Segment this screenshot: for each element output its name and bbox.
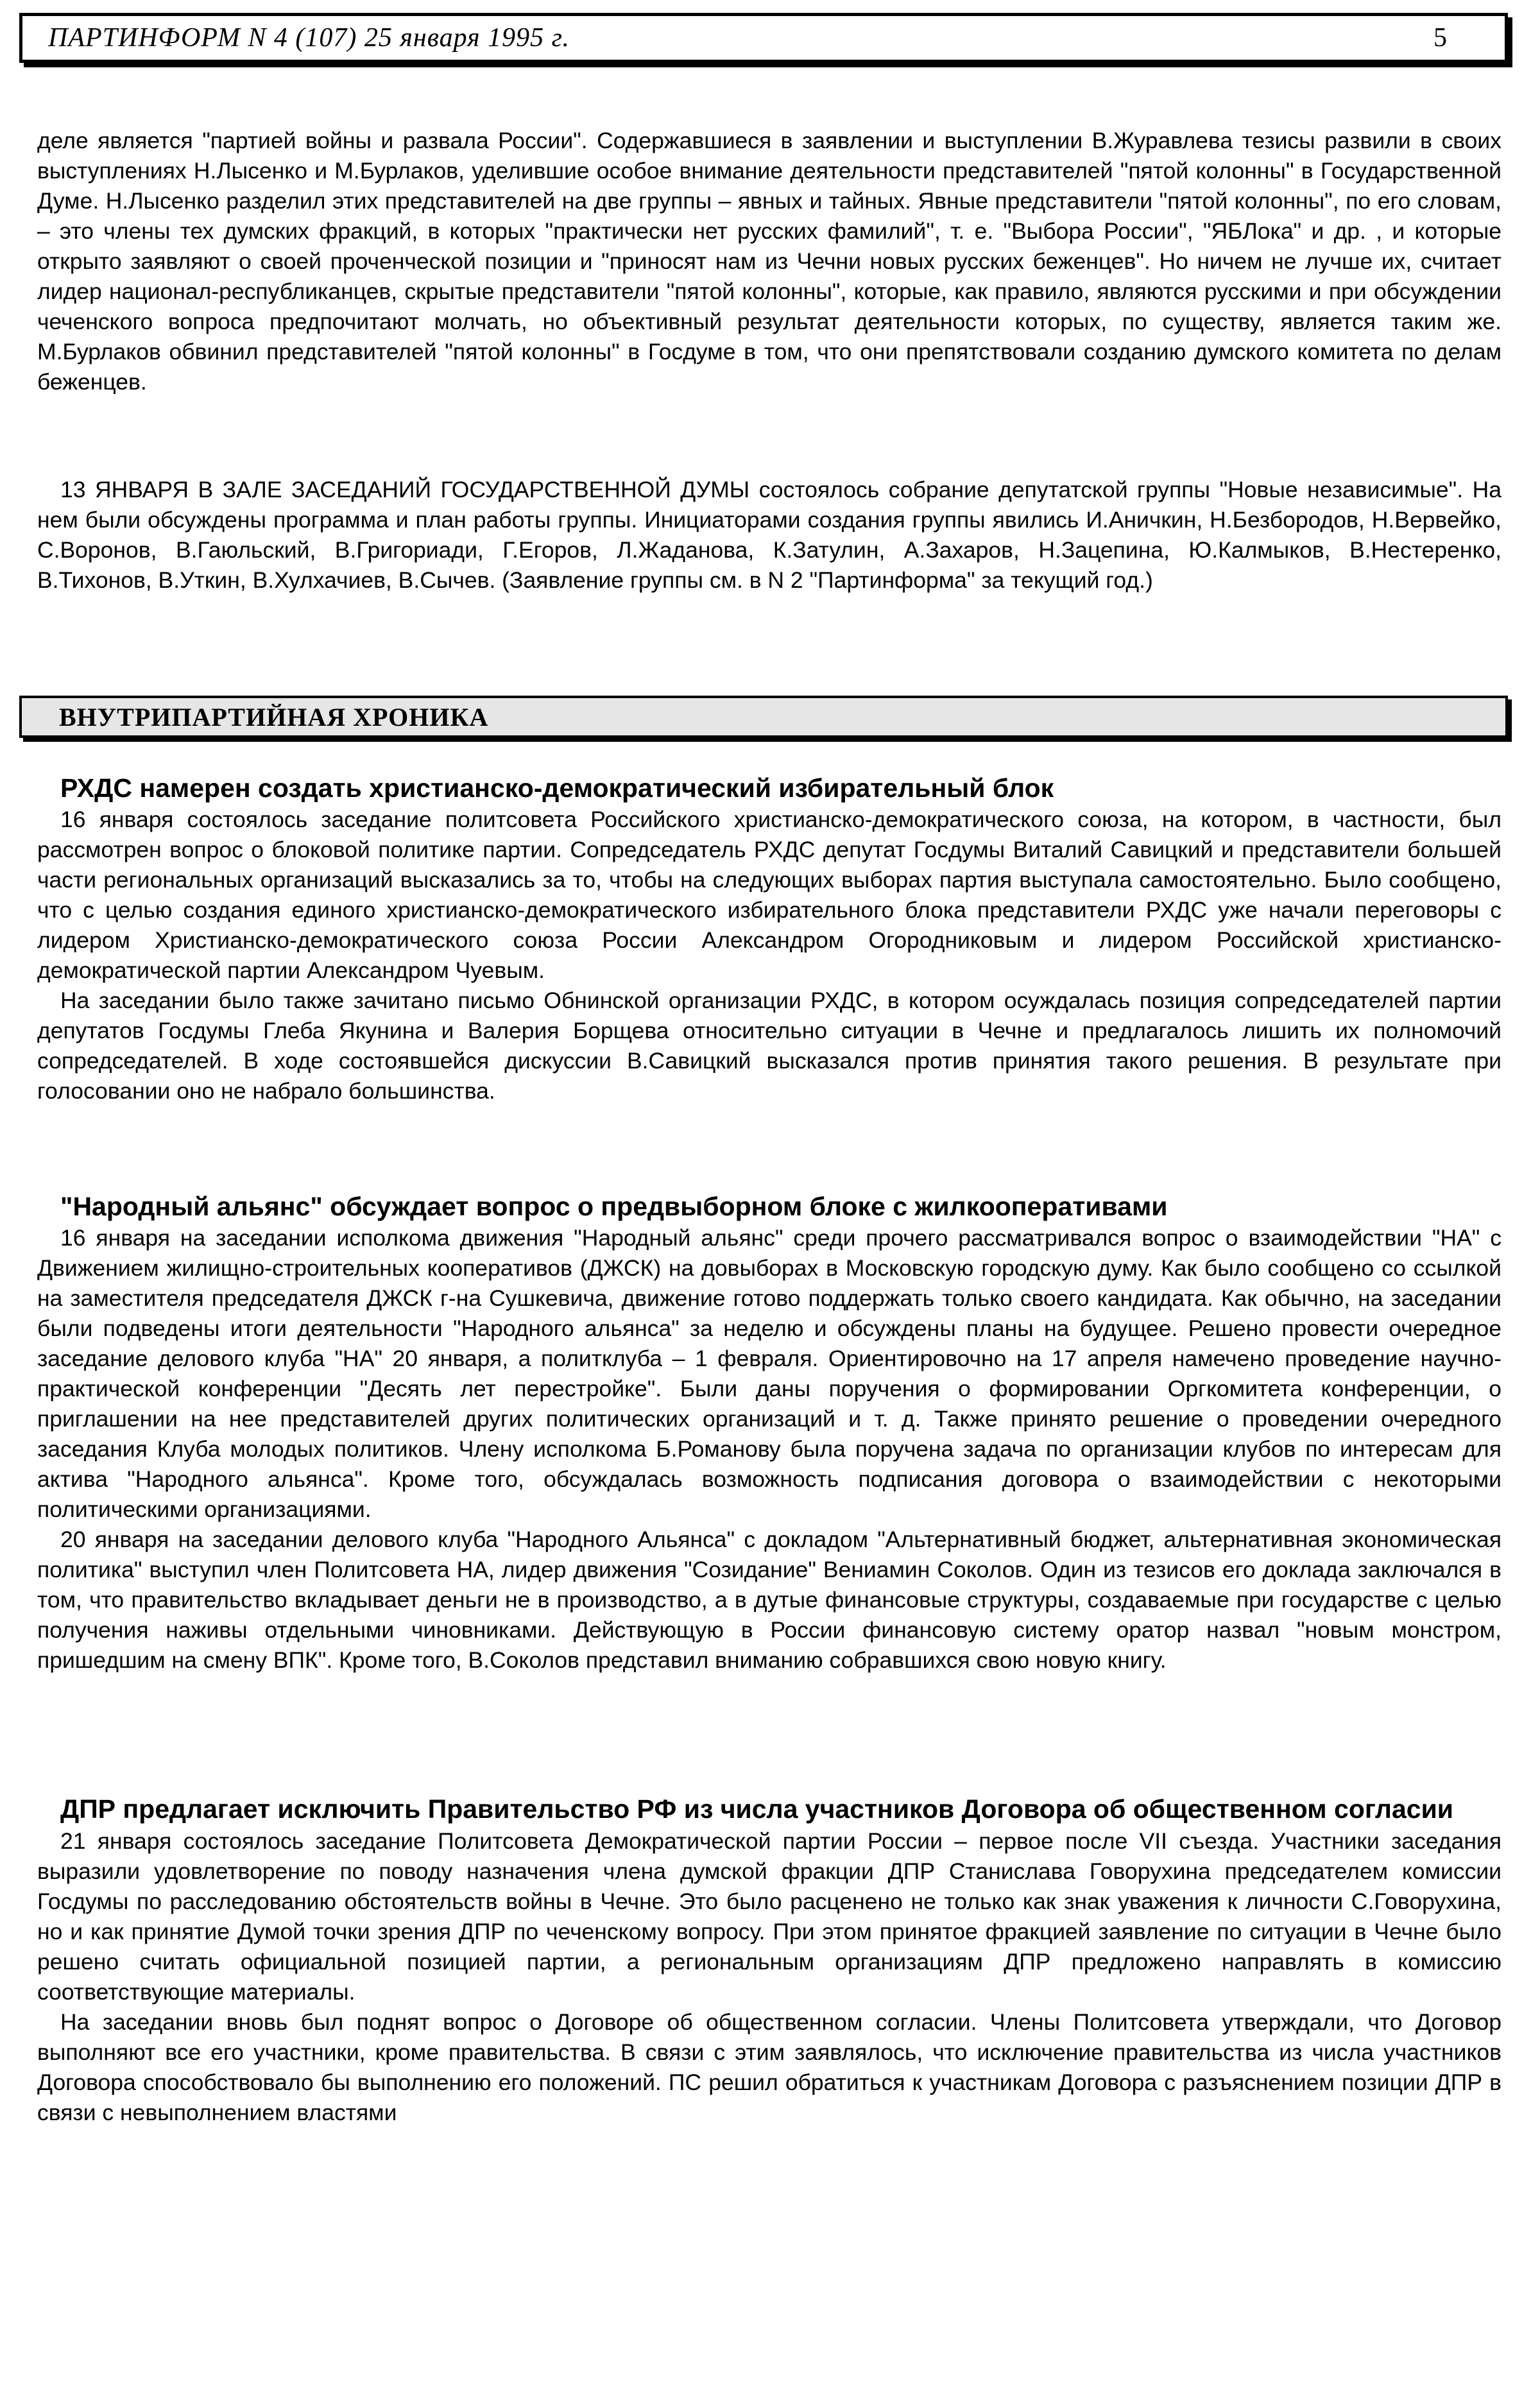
article-paragraph: 16 января состоялось заседание политсовета Российского христианско-демократического союза, на котором, в частности, был рассмотрен вопрос о блоковой политике партии. Сопредседатель РХДС депутат Госдумы Виталий Савицкий и представители большей части региональных организаций высказались за то, чтобы на следующих выборах партия выступала самостоятельно. Было сообщено, что с целью создания единого христианско-демократического избирательного блока представители РХДС уже начали переговоры с лидером Христианско-демократического союза России Александром Огородниковым и лидером Российской христианско-демократической партии Александром Чуевым.: [37, 807, 1502, 983]
article-paragraph: 16 января на заседании исполкома движения "Народный альянс" среди прочего рассматривался вопрос о взаимодействии "НА" с Движением жилищно-строительных кооперативов (ДЖСК) на довыборах в Московскую городскую думу. Как было сообщено со ссылкой на заместителя председателя ДЖСК г-на Сушкевича, движение готово поддержать только своего кандидата. Как обычно, на заседании были подведены итоги деятельности "Народного альянса" за неделю и обсуждены планы на будущее. Решено провести очередное заседание делового клуба "НА" 20 января, а политклуба – 1 февраля. Ориентировочно на 17 апреля намечено проведение научно-практической конференции "Десять лет перестройке". Были даны поручения о формировании Оргкомитета конференции, о приглашении на нее представителей других политических организаций и т. д. Также принято решение о проведении очередного заседания Клуба молодых политиков. Члену исполкома Б.Романову была поручена задача по организации клубов по интересам для актива "Народного альянса". Кроме того, обсуждалась возможность подписания договора о взаимодействии с некоторыми политическими организациями.: [37, 1225, 1502, 1522]
article-paragraph: 20 января на заседании делового клуба "Народного Альянса" с докладом "Альтернативный бюджет, альтернативная экономическая политика" выступил член Политсовета НА, лидер движения "Созидание" Вениамин Соколов. Один из тезисов его доклада заключался в том, что правительство вкладывает деньги не в производство, а в дутые финансовые структуры, создаваемые при государстве с целью получения наживы отдельными чиновниками. Действующую в России финансовую систему оратор назвал "новым монстром, пришедшим на смену ВПК". Кроме того, В.Соколов представил вниманию собравшихся свою новую книгу.: [37, 1527, 1502, 1673]
page-number: 5: [1433, 23, 1447, 53]
intro-paragraph: деле является "партией войны и развала России". Содержавшиеся в заявлении и выступлении В.Журавлева тезисы развили в своих выступлениях Н.Лысенко и М.Бурлаков, уделившие особое внимание деятельности представителей "пятой колонны" в Государственной Думе. Н.Лысенко разделил этих представителей на две группы – явных и тайных. Явные представители "пятой колонны", по его словам, – это члены тех думских фракций, в которых "практически нет русских фамилий", т. е. "Выбора России", "ЯБЛока" и др. , и которые открыто заявляют о своей проченческой позиции и "приносят нам из Чечни новых русских беженцев". Но ничем не лучше их, считает лидер национал-республиканцев, скрытые представители "пятой колонны", которые, как правило, являются русскими и при обсуждении чеченского вопроса предпочитают молчать, но объективный результат деятельности которых, по существу, является таким же. М.Бурлаков обвинил представителей "пятой колонны" в Госдуме в том, что они препятствовали созданию думского комитета по делам беженцев.: [37, 128, 1502, 395]
article-headline: ДПР предлагает исключить Правительство РФ из числа участников Договора об общественном согласии: [60, 1794, 1453, 1824]
article-narodny-alyans: [37, 1191, 1502, 1675]
article-headline: РХДС намерен создать христианско-демократический избирательный блок: [60, 773, 1054, 803]
section-heading-bar: [19, 696, 1508, 738]
article-headline: "Народный альянс" обсуждает вопрос о предвыборном блоке с жилкооперативами: [60, 1192, 1168, 1221]
article-paragraph: 21 января состоялось заседание Политсовета Демократической партии России – первое после VII съезда. Участники заседания выразили удовлетворение по поводу назначения члена думской фракции ДПР Станислава Говорухина председателем комиссии Госдумы по расследованию обстоятельств войны в Чечне. Это было расценено не только как знак уважения к личности С.Говорухина, но и как принятие Думой точки зрения ДПР по чеченскому вопросу. При этом принятое фракцией заявление по ситуации в Чечне было решено считать официальной позицией партии, а региональным организациям ДПР предложено направлять в комиссию соответствующие материалы.: [37, 1828, 1502, 2005]
intro-text: [37, 126, 1502, 397]
page-header: [19, 13, 1508, 63]
publication-title: ПАРТИНФОРМ N 4 (107) 25 января 1995 г.: [48, 23, 570, 53]
assembly-text: [37, 475, 1502, 596]
article-paragraph: На заседании вновь был поднят вопрос о Договоре об общественном согласии. Члены Политсовета утверждали, что Договор выполняют все его участники, кроме правительства. В связи с этим заявлялось, что исключение правительства из числа участников Договора способствовало бы выполнению его положений. ПС решил обратиться к участникам Договора с разъяснением позиции ДПР в связи с невыполнением властями: [37, 2009, 1502, 2125]
article-paragraph: На заседании было также зачитано письмо Обнинской организации РХДС, в котором осуждалась позиция сопредседателей партии депутатов Госдумы Глеба Якунина и Валерия Борщева относительно ситуации в Чечне и предлагалось лишить их полномочий сопредседателей. В ходе состоявшейся дискуссии В.Савицкий высказался против принятия такого решения. В результате при голосовании оно не набрало большинства.: [37, 988, 1502, 1104]
section-title: ВНУТРИПАРТИЙНАЯ ХРОНИКА: [59, 702, 489, 732]
article-rhds: [37, 773, 1502, 1106]
assembly-paragraph: 13 ЯНВАРЯ В ЗАЛЕ ЗАСЕДАНИЙ ГОСУДАРСТВЕННОЙ ДУМЫ состоялось собрание депутатской группы "Новые независимые". На нем были обсуждены программа и план работы группы. Инициаторами создания группы явились И.Аничкин, Н.Безбородов, Н.Вервейко, С.Воронов, В.Гаюльский, В.Григориади, Г.Егоров, Л.Жаданова, К.Затулин, А.Захаров, Н.Зацепина, Ю.Калмыков, В.Нестеренко, В.Тихонов, В.Уткин, В.Хулхачиев, В.Сычев. (Заявление группы см. в N 2 "Партинформа" за текущий год.): [37, 477, 1502, 593]
article-dpr: [37, 1793, 1502, 2128]
